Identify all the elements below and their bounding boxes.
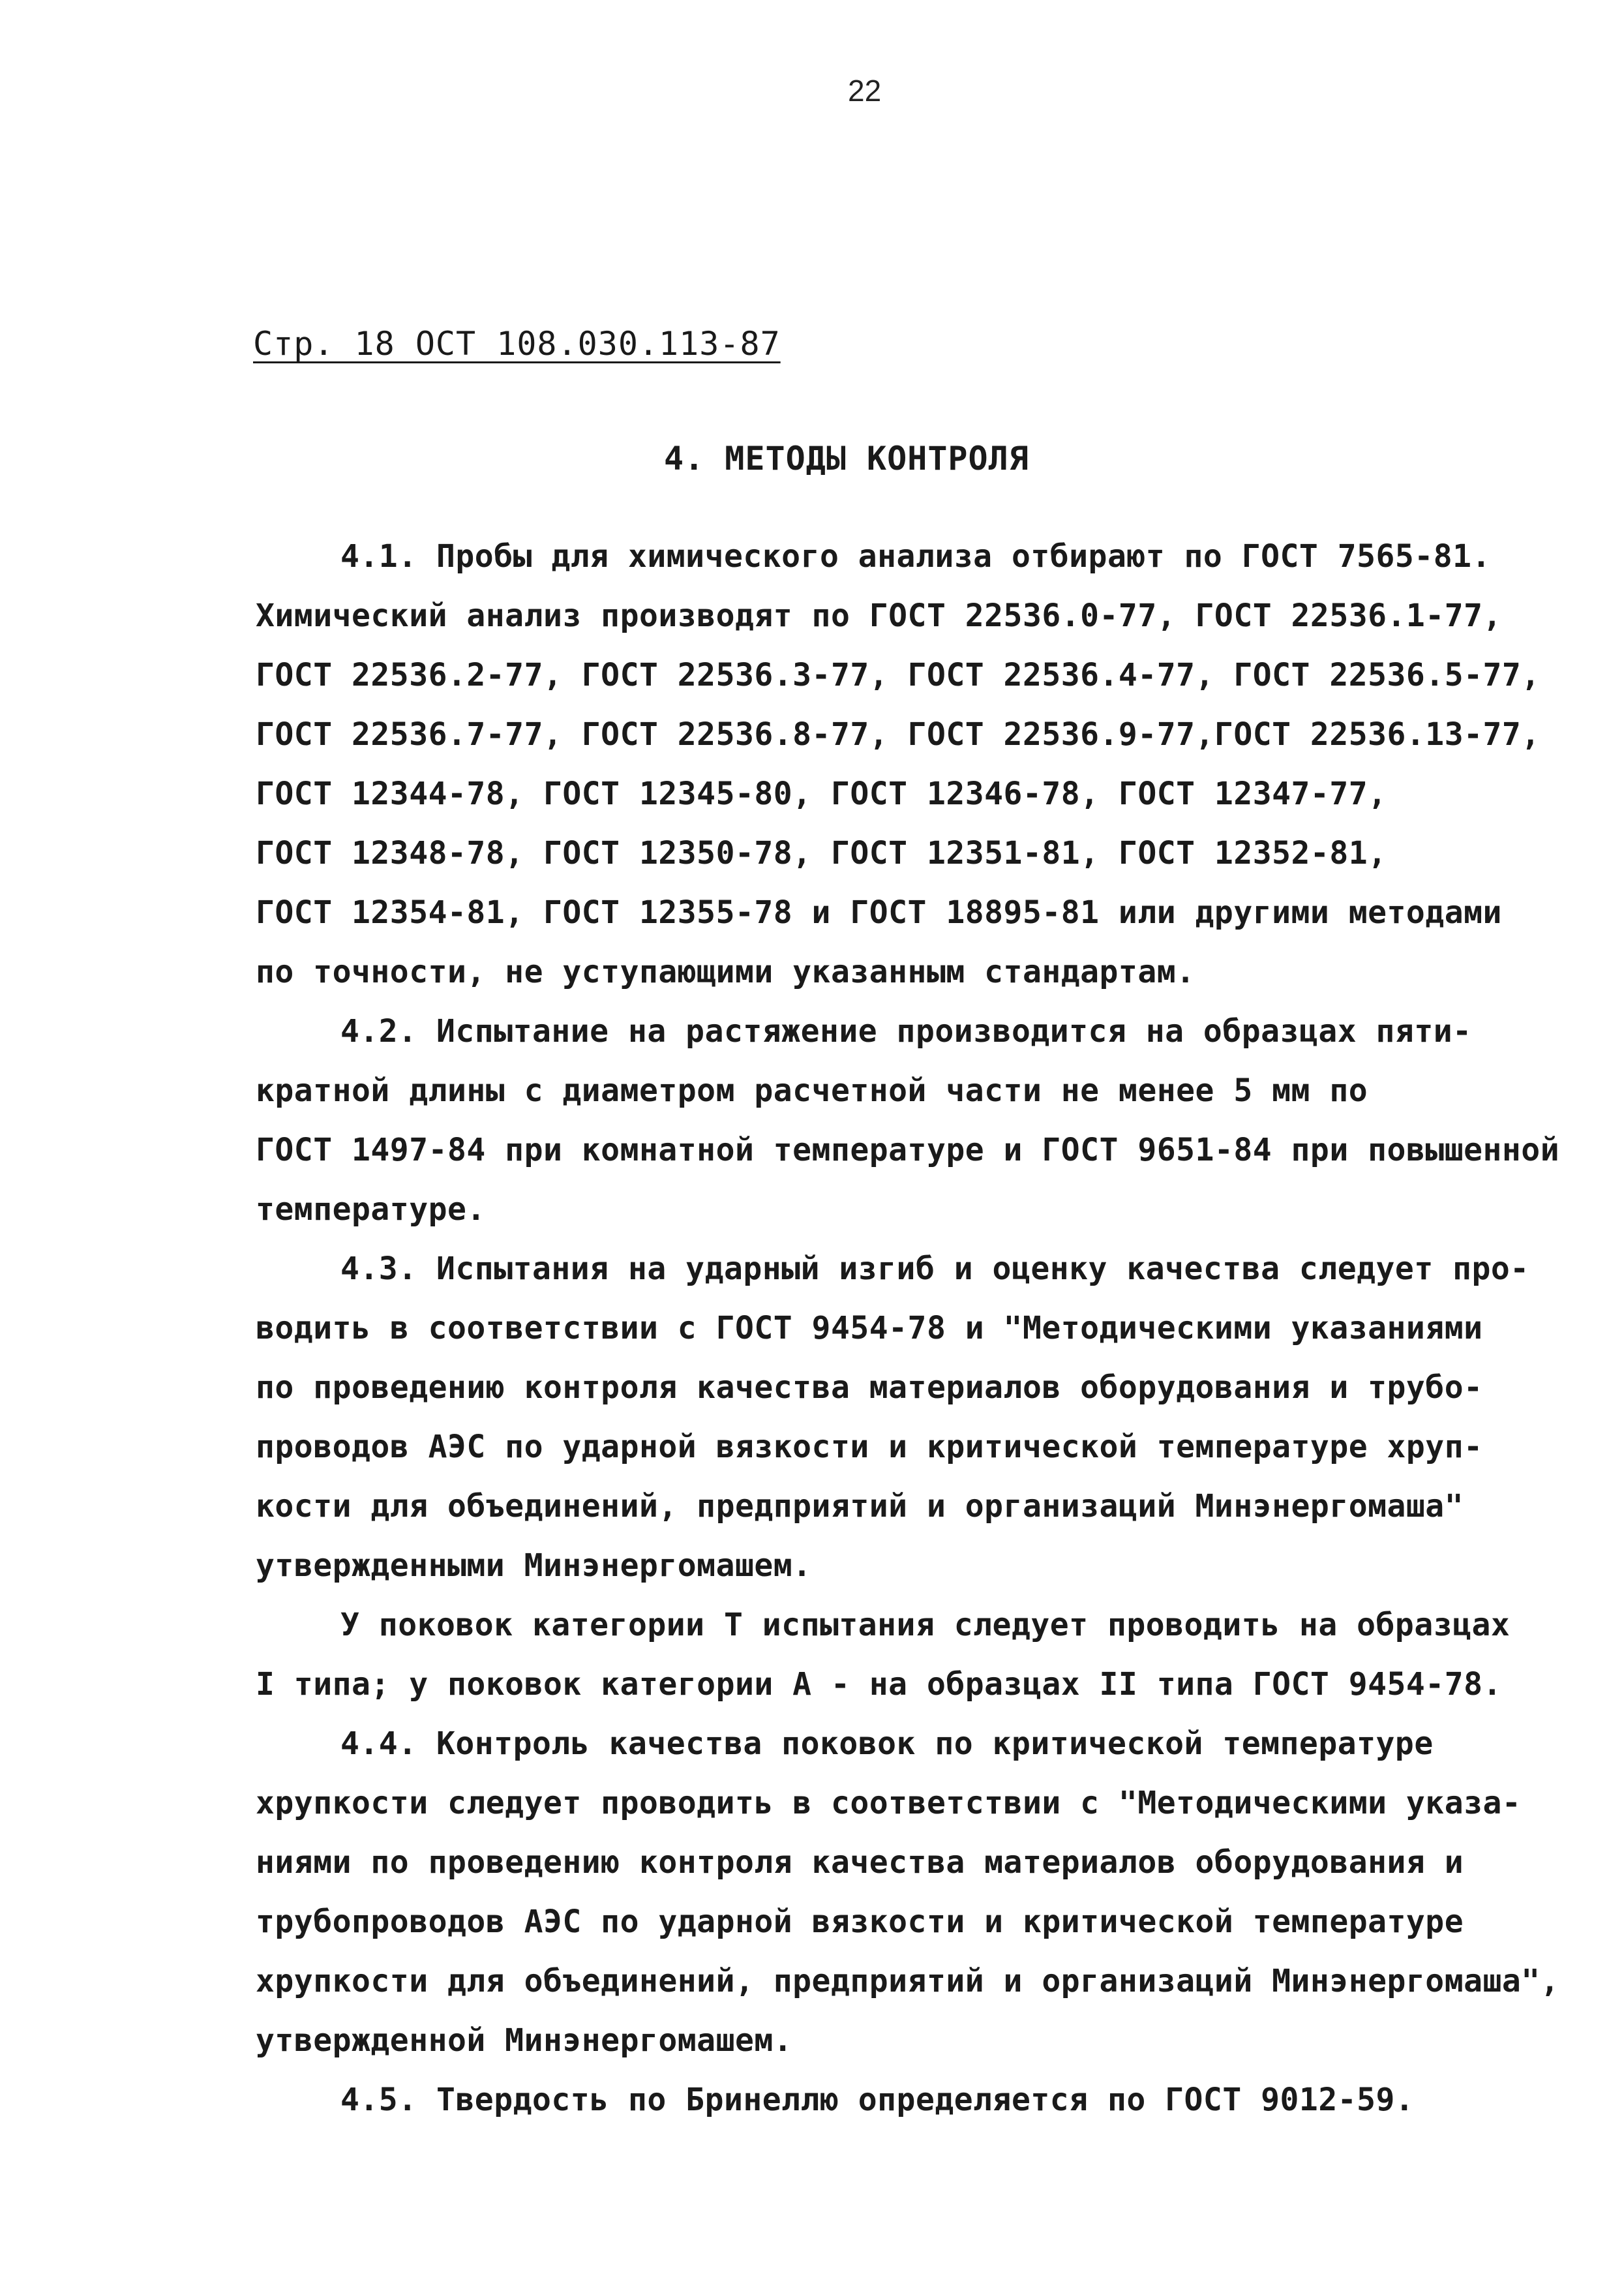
text-line: водить в соответствии с ГОСТ 9454-78 и "Методическими указаниями <box>256 1310 1483 1346</box>
text-line: ГОСТ 12344-78, ГОСТ 12345-80, ГОСТ 12346-78, ГОСТ 12347-77, <box>256 776 1387 812</box>
text-line: ГОСТ 12354-81, ГОСТ 12355-78 и ГОСТ 18895-81 или другими методами <box>256 894 1502 931</box>
text-line: температуре. <box>256 1191 486 1228</box>
text-line: ГОСТ 22536.2-77, ГОСТ 22536.3-77, ГОСТ 22536.4-77, ГОСТ 22536.5-77, <box>256 657 1541 693</box>
text-line: хрупкости следует проводить в соответствии с "Методическими указа- <box>256 1785 1522 1821</box>
text-line-4-5-start: 4.5. Твердость по Бринеллю определяется по ГОСТ 9012-59. <box>340 2082 1415 2118</box>
text-line-paragraph-start: У поковок категории Т испытания следует проводить на образцах <box>340 1607 1511 1643</box>
text-line: утвержденными Минэнергомашем. <box>256 1547 812 1584</box>
body-text <box>256 527 1560 2130</box>
document-reference-header: Стр. 18 ОСТ 108.030.113-87 <box>253 325 781 363</box>
text-line: кратной длины с диаметром расчетной части не менее 5 мм по <box>256 1072 1368 1109</box>
text-line-4-1-start: 4.1. Пробы для химического анализа отбирают по ГОСТ 7565-81. <box>340 538 1491 575</box>
text-line: ниями по проведению контроля качества материалов оборудования и <box>256 1844 1464 1881</box>
page-number: 22 <box>848 74 882 108</box>
text-line: ГОСТ 22536.7-77, ГОСТ 22536.8-77, ГОСТ 22536.9-77,ГОСТ 22536.13-77, <box>256 716 1541 753</box>
text-line: Химический анализ производят по ГОСТ 22536.0-77, ГОСТ 22536.1-77, <box>256 598 1502 634</box>
text-line-4-3-start: 4.3. Испытания на ударный изгиб и оценку качества следует про- <box>340 1251 1529 1287</box>
text-line-4-2-start: 4.2. Испытание на растяжение производится на образцах пяти- <box>340 1013 1472 1050</box>
text-line: проводов АЭС по ударной вязкости и критической температуре хруп- <box>256 1429 1483 1465</box>
text-line: кости для объединений, предприятий и организаций Минэнергомаша" <box>256 1488 1464 1525</box>
text-line: хрупкости для объединений, предприятий и организаций Минэнергомаша", <box>256 1963 1560 1999</box>
text-line: трубопроводов АЭС по ударной вязкости и критической температуре <box>256 1904 1464 1940</box>
text-line-4-4-start: 4.4. Контроль качества поковок по критической температуре <box>340 1725 1434 1762</box>
text-line: утвержденной Минэнергомашем. <box>256 2022 793 2059</box>
text-line: ГОСТ 12348-78, ГОСТ 12350-78, ГОСТ 12351-81, ГОСТ 12352-81, <box>256 835 1387 872</box>
text-line: по точности, не уступающими указанным стандартам. <box>256 954 1195 990</box>
text-line: ГОСТ 1497-84 при комнатной температуре и ГОСТ 9651-84 при повышенной <box>256 1132 1560 1168</box>
text-line: по проведению контроля качества материалов оборудования и трубо- <box>256 1369 1483 1406</box>
text-line: I типа; у поковок категории А - на образцах II типа ГОСТ 9454-78. <box>256 1666 1502 1703</box>
section-title: 4. МЕТОДЫ КОНТРОЛЯ <box>664 440 1029 478</box>
